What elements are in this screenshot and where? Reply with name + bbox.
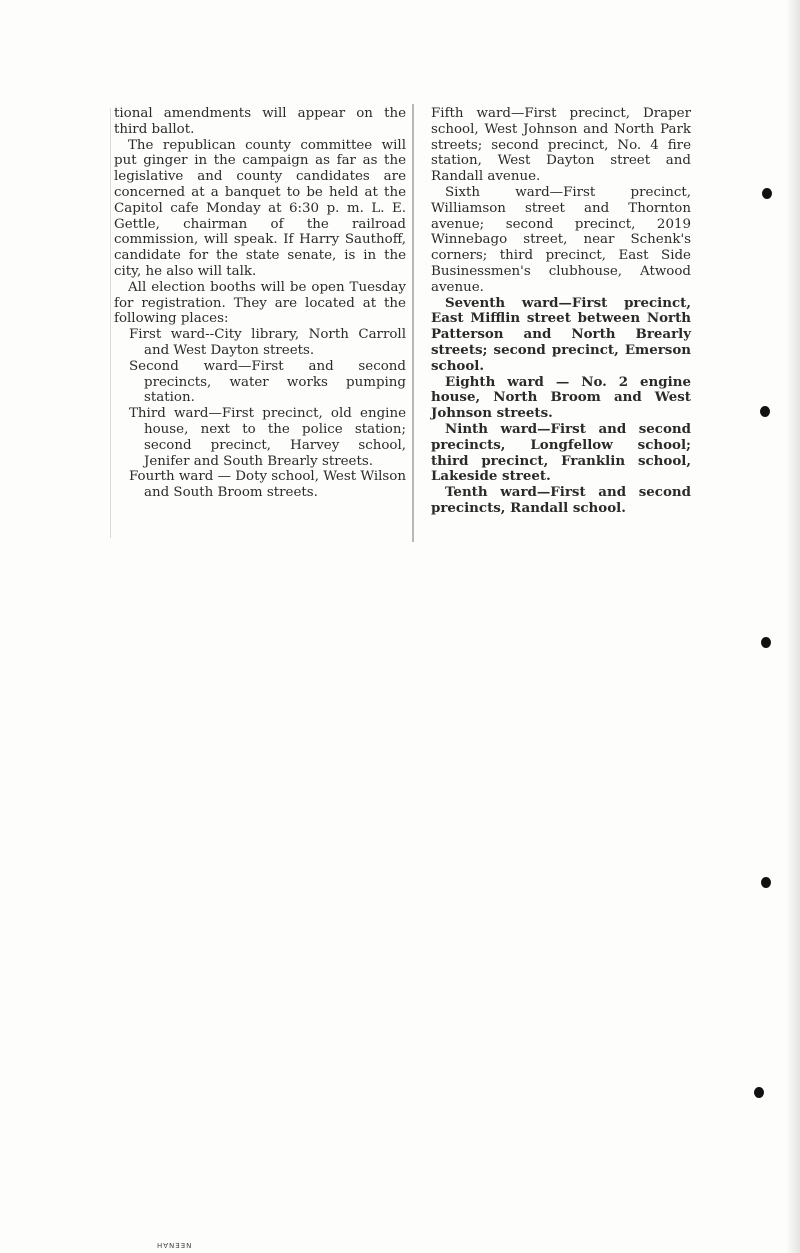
ward-location: Seventh ward—First precinct, East Mifflin street between North Patterson and North Brearly streets; second precinct, Emerson school. xyxy=(431,294,691,374)
left-column-rule xyxy=(110,108,111,538)
ward-location: First ward--City library, North Carroll and West Dayton streets. xyxy=(129,327,406,358)
ward-location: Second ward—First and second precincts, water works pumping station. xyxy=(129,358,406,406)
binder-hole-mark xyxy=(760,406,770,417)
column-divider xyxy=(412,104,414,542)
ward-location: Eighth ward — No. 2 engine house, North Broom and West Johnson streets. xyxy=(431,373,691,422)
page-edge-shadow xyxy=(786,0,800,1253)
binder-hole-mark xyxy=(761,877,771,888)
ward-location: Ninth ward—First and second precincts, Longfellow school; third precinct, Franklin school, Lakeside street. xyxy=(431,420,691,485)
article-left-column xyxy=(114,106,406,501)
paragraph-booths: All election booths will be open Tuesday for registration. They are located at the following places: xyxy=(114,279,406,327)
ward-location: Tenth ward—First and second precincts, Randall school. xyxy=(431,484,691,516)
paragraph-banquet: The republican county committee will put ginger in the campaign as far as the legislative and county candidates are concerned at a banquet to be held at the Capitol cafe Monday at 6:30 p. m. L. E. Gettle, chairman of the railroad commission, will speak. If Harry Sauthoff, candidate for the state senate, is in the city, he also will talk. xyxy=(114,137,406,279)
article-right-column xyxy=(431,106,691,517)
binder-hole-mark xyxy=(761,637,771,648)
ward-location: Third ward—First precinct, old engine house, next to the police station; second precinct, Harvey school, Jenifer and South Brearly streets. xyxy=(129,406,406,469)
binder-hole-mark xyxy=(754,1087,764,1098)
ward-location: Fifth ward—First precinct, Draper school, West Johnson and North Park streets; second precinct, No. 4 fire station, West Dayton street and Randall avenue. xyxy=(431,106,691,185)
binder-hole-mark xyxy=(762,188,772,199)
ward-location: Fourth ward — Doty school, West Wilson and South Broom streets. xyxy=(129,469,406,501)
paper-brand-stamp: NEENAH xyxy=(156,1241,192,1249)
ward-location: Sixth ward—First precinct, Williamson street and Thornton avenue; second precinct, 2019 Winnebago street, near Schenk's corners; third precinct, East Side Businessmen's clubhouse, Atwood avenue. xyxy=(431,184,691,295)
paragraph-amendments: tional amendments will appear on the third ballot. xyxy=(114,106,406,137)
